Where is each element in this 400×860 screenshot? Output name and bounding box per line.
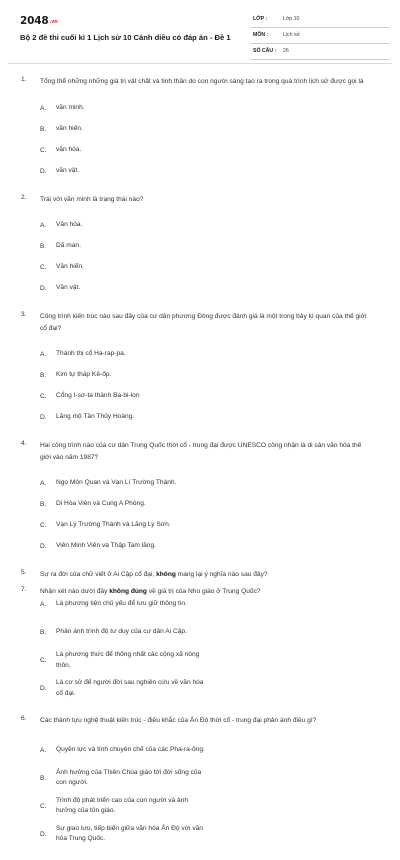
answer-option[interactable] [40, 257, 212, 278]
answer-option[interactable] [40, 536, 212, 557]
answer-option[interactable] [40, 820, 212, 848]
option-text: Vạn Lý Trường Thành và Lăng Ly Sơn. [56, 521, 171, 529]
answer-options [40, 736, 372, 848]
answer-option[interactable] [40, 215, 212, 236]
meta-value: Lịch sử [283, 32, 301, 38]
option-letter: D. [40, 543, 47, 550]
question-1 [0, 76, 400, 182]
option-letter: D. [40, 830, 47, 838]
header-divider [8, 63, 392, 64]
meta-value: Lớp 10 [283, 16, 300, 22]
option-text: văn minh. [56, 103, 85, 111]
option-text: Dã man. [56, 242, 81, 250]
meta-value: 26 [283, 48, 289, 54]
question-text: Các thành tựu nghệ thuật kiến trúc - điêu khắc của Ấn Độ thời cổ - trung đại phản ánh điều gì? [40, 716, 317, 724]
answer-option[interactable] [40, 515, 212, 536]
option-letter: B. [40, 243, 47, 250]
emphasis-text: không [156, 571, 176, 578]
option-text: Phản ánh trình độ tư duy của cư dân Ai Cập. [56, 628, 187, 636]
answer-option[interactable] [40, 473, 212, 494]
answer-option[interactable] [40, 236, 212, 257]
meta-label: SỐ CÂU : [253, 48, 277, 54]
answer-options [40, 473, 372, 557]
meta-row-class [250, 12, 390, 28]
option-letter: C. [40, 146, 47, 154]
option-text: văn vật. [56, 166, 80, 174]
option-text: Sự giao lưu, tiếp biến giữa văn hóa Ấn Độ với văn hóa Trung Quốc. [56, 824, 203, 842]
answer-options [40, 344, 372, 428]
question-text: Trái với văn minh là trạng thái nào? [40, 195, 144, 203]
option-text: Cổng I-sơ-ta thành Ba-bi-lon [56, 392, 140, 400]
answer-options [40, 591, 372, 703]
question-text: Tổng thể những những giá trị vật chất và tinh thần do con người sáng tạo ra trong quá trình lịch sử được gọi là [40, 78, 364, 85]
option-letter: D. [40, 285, 47, 292]
meta-row-count [250, 44, 390, 60]
answer-option[interactable] [40, 619, 212, 647]
question-text: Sự ra đời của chữ viết ở Ai Cập cổ đại, không mang lại ý nghĩa nào sau đây? [40, 571, 268, 578]
answer-options [40, 98, 372, 182]
option-letter: A. [40, 746, 47, 754]
option-text: Trình độ phát triển cao của con người và ảnh hưởng của tôn giáo. [56, 796, 189, 814]
question-text: Hai công trình nào của cư dân Trung Quốc thời cổ - trung đại được UNESCO công nhận là di sản văn hóa thế giới vào năm 1987? [40, 442, 362, 461]
option-text: văn hóa. [56, 145, 82, 153]
option-text: Viên Minh Viên và Thập Tam lăng. [56, 542, 156, 550]
option-text: Là phương tiện chủ yếu để lưu giữ thông tin. [56, 600, 187, 608]
option-letter: B. [40, 125, 47, 133]
question-4 [0, 440, 400, 557]
option-letter: C. [40, 393, 47, 400]
option-letter: A. [40, 480, 47, 487]
answer-option[interactable] [40, 365, 212, 386]
option-text: Ngọ Môn Quan và Vạn Lí Trường Thành. [56, 479, 177, 487]
question-number: 4. [21, 440, 27, 447]
question-number: 1. [21, 76, 27, 83]
option-letter: C. [40, 657, 47, 664]
answer-options [40, 215, 372, 299]
option-text: Quyền lực và tính chuyên chế của các Pha-ra-ông. [56, 745, 205, 753]
option-text: Kim tự tháp Kê-ốp. [56, 371, 112, 379]
meta-row-subject [250, 28, 390, 44]
meta-label: MÔN : [253, 32, 269, 38]
document-title: Bộ 2 đề thi cuối kì 1 Lịch sử 10 Cánh diều có đáp án - Đề 1 [20, 33, 231, 42]
option-letter: A. [40, 351, 47, 358]
question-text: Công trình kiến trúc nào sau đây của cư dân phương Đông được đánh giá là một trong bảy kì quan của thế giới cổ đại? [40, 313, 367, 332]
option-text: văn hiến. [56, 124, 83, 132]
question-number: 7. [21, 586, 27, 593]
option-letter: D. [40, 685, 47, 692]
answer-option[interactable] [40, 278, 212, 299]
option-letter: A. [40, 104, 47, 112]
emphasis-text: không đúng [109, 588, 147, 595]
answer-option[interactable] [40, 736, 212, 764]
meta-table [250, 12, 390, 60]
option-text: Thành thị cổ Ha-rap-pa. [56, 350, 126, 358]
question-number: 2. [21, 193, 27, 201]
question-number: 3. [21, 311, 27, 318]
question-number: 6. [21, 714, 27, 722]
option-text: Văn hiến. [56, 263, 84, 271]
option-text: Lăng mộ Tần Thủy Hoàng. [56, 413, 135, 421]
answer-option[interactable] [40, 161, 212, 182]
option-letter: A. [40, 601, 47, 608]
option-text: Ảnh hưởng của Thiên Chúa giáo tới đời sống của con người. [56, 768, 202, 786]
question-7 [0, 586, 400, 598]
option-text: Văn vật. [56, 284, 81, 292]
option-letter: B. [40, 774, 47, 782]
option-letter: D. [40, 167, 47, 175]
question-6 [0, 715, 400, 849]
option-letter: B. [40, 372, 47, 379]
answer-option[interactable] [40, 407, 212, 428]
question-number: 5. [21, 569, 27, 576]
answer-option[interactable] [40, 140, 212, 161]
answer-option[interactable] [40, 386, 212, 407]
answer-option[interactable] [40, 647, 212, 675]
answer-option[interactable] [40, 792, 212, 820]
option-letter: C. [40, 522, 47, 529]
document-header [0, 0, 400, 60]
option-text: Di Hòa Viên và Cung A Phòng. [56, 500, 146, 508]
option-text: Văn hóa. [56, 221, 83, 229]
answer-option[interactable] [40, 675, 212, 703]
meta-label: LỚP : [253, 16, 268, 22]
answer-option[interactable] [40, 494, 212, 515]
answer-option[interactable] [40, 98, 212, 119]
question-text: Nhận xét nào dưới đây không đúng về giá trị của Nho giáo ở Trung Quốc? [40, 588, 261, 595]
option-letter: C. [40, 264, 47, 271]
question-3 [0, 311, 400, 428]
option-text: Là cơ sở để người đời sau nghiên cứu về văn hóa cổ đại. [56, 679, 204, 697]
site-logo[interactable]: 2048.vn [20, 15, 58, 27]
answer-option[interactable] [40, 764, 212, 792]
option-text: Là phương thức để thống nhất các cộng xã nông thôn. [56, 651, 200, 669]
option-letter: B. [40, 501, 47, 508]
question-list [0, 76, 400, 860]
answer-option[interactable] [40, 119, 212, 140]
option-letter: B. [40, 629, 47, 636]
question-2 [0, 194, 400, 300]
option-letter: C. [40, 802, 47, 810]
option-letter: A. [40, 222, 47, 229]
answer-option[interactable] [40, 344, 212, 365]
option-letter: D. [40, 414, 47, 421]
